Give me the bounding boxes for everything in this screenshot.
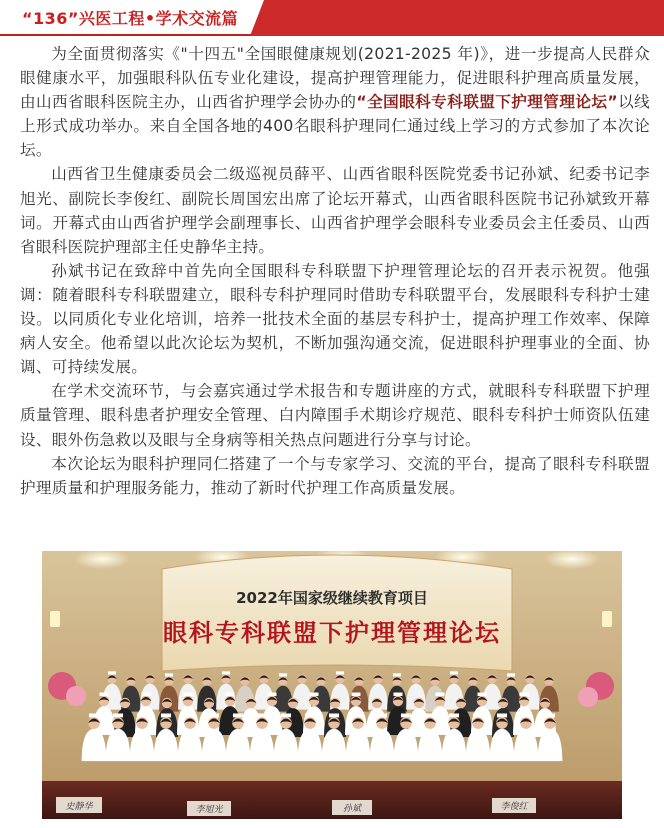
event-banner xyxy=(162,555,512,671)
signature-2: 李旭光 xyxy=(195,805,223,815)
paragraph-1 xyxy=(20,42,650,162)
wall-lamp xyxy=(50,611,60,627)
paragraph-3: 孙斌书记在致辞中首先向全国眼科专科联盟下护理管理论坛的召开表示祝贺。他强调：随着眼科专科联盟建立，眼科专科护理同时借助专科联盟平台，发展眼科专科护士建设。以同质化专业化培训，培养一批技术全面的基层专科护士，提高护理工作效率、保障病人安全。他希望以此次论坛为契机，不断加强沟通交流，促进眼科护理事业的全面、协调、可持续发展。 xyxy=(20,261,650,377)
paragraph-2: 山西省卫生健康委员会二级巡视员薛平、山西省眼科医院党委书记孙斌、纪委书记李旭光、副院长李俊红、副院长周国宏出席了论坛开幕式，山西省眼科医院书记孙斌致开幕词。开幕式由山西省护理学会副理事长、山西省护理学会眼科专业委员会主任委员、山西省眼科医院护理部主任史静华主持。 xyxy=(20,165,650,256)
paragraph-1-text-end: 以线上形式成功举办。来自全国各地的400名眼科护理同仁通过线上学习的方式参加了本次论坛。 xyxy=(20,93,650,160)
wall-lamp xyxy=(602,611,612,627)
banner-title-line1: 2022年国家级继续教育项目 xyxy=(236,589,428,607)
section-header xyxy=(0,0,664,36)
paragraph-1-text: 为全面贯彻落实《"十四五"全国眼健康规划(2021-2025 年)》，进一步提高人民群众眼健康水平，加强眼科队伍专业化建设，提高护理管理能力，促进眼科护理高质量发展，由山西省眼科医院主办，山西省护理学会协办的 xyxy=(20,45,650,112)
signature-4: 李俊红 xyxy=(500,802,528,812)
forum-name-highlight: “全国眼科专科联盟下护理管理论坛” xyxy=(356,93,618,112)
group-photo xyxy=(42,551,622,819)
banner-title-line2: 眼科专科联盟下护理管理论坛 xyxy=(163,618,501,647)
signature-3: 孙斌 xyxy=(342,804,362,814)
header-red-band xyxy=(250,0,664,36)
signature-1: 史静华 xyxy=(65,802,93,812)
section-title: “136”兴医工程•学术交流篇 xyxy=(22,9,239,28)
article-body xyxy=(20,42,650,500)
paragraph-4: 在学术交流环节，与会嘉宾通过学术报告和专题讲座的方式，就眼科专科联盟下护理质量管理、眼科患者护理安全管理、白内障围手术期诊疗规范、眼科专科护士师资队伍建设、眼外伤急救以及眼与全身病等相关热点问题进行分享与讨论。 xyxy=(20,382,650,449)
paragraph-5: 本次论坛为眼科护理同仁搭建了一个与专家学习、交流的平台，提高了眼科专科联盟护理质量和护理服务能力，推动了新时代护理工作高质量发展。 xyxy=(20,454,650,497)
